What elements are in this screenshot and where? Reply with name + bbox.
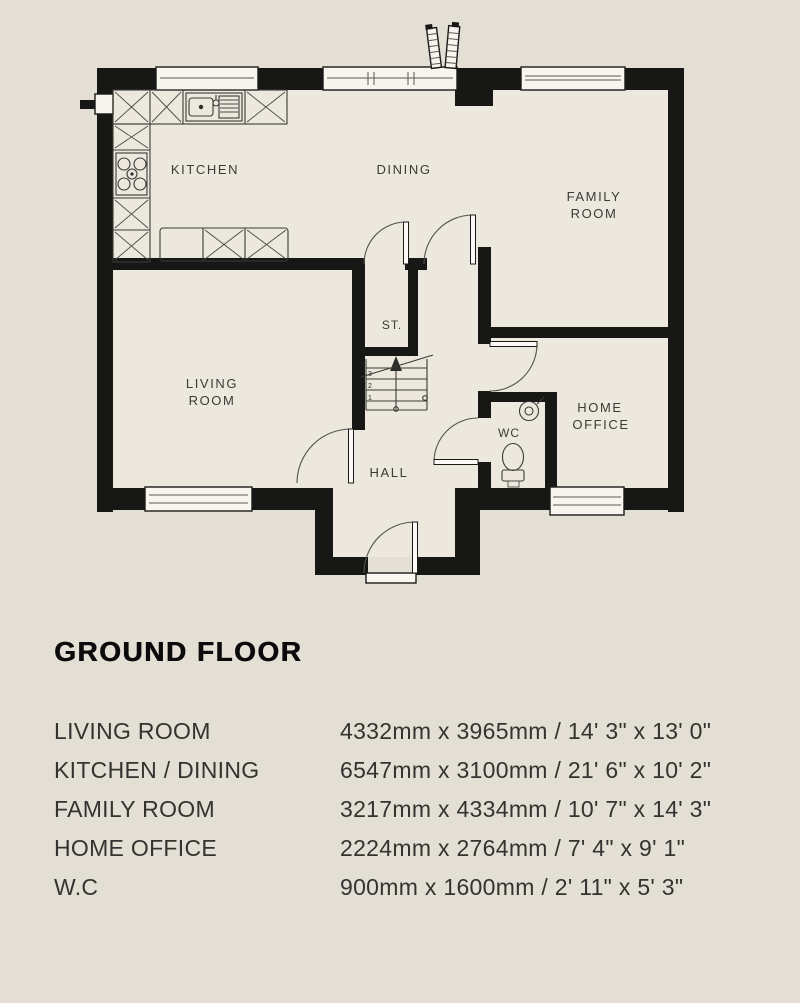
family-room-window: [521, 67, 625, 90]
family-room-label-line1: FAMILY: [566, 189, 622, 204]
page-title: GROUND FLOOR: [54, 636, 303, 667]
dimension-row-home-office: [54, 829, 764, 868]
family-room-label-line2: ROOM: [570, 206, 618, 221]
room-name: HOME OFFICE: [54, 835, 218, 861]
dimension-row-family-room: [54, 790, 764, 829]
wc-label: WC: [498, 426, 520, 440]
living-room-window: [145, 487, 252, 511]
dimension-row-wc: [54, 868, 764, 907]
room-size: 4332mm x 3965mm / 14' 3" x 13' 0": [340, 718, 712, 744]
living-room-label-line2: ROOM: [188, 393, 236, 408]
living-room-label-line1: LIVING: [185, 376, 239, 391]
stair-number-3: 3: [368, 371, 372, 378]
roof-vent-right: [445, 22, 460, 69]
room-name: LIVING ROOM: [54, 718, 211, 744]
hall-label: HALL: [369, 465, 409, 480]
room-size: 6547mm x 3100mm / 21' 6" x 10' 2": [340, 757, 712, 783]
dimensions-table: [54, 712, 764, 907]
home-office-label-line1: HOME: [577, 400, 623, 415]
home-office-window: [550, 487, 624, 515]
stair-number-1: 1: [368, 395, 372, 402]
dimension-row-kitchen-dining: [54, 751, 764, 790]
dining-label: DINING: [376, 162, 432, 177]
room-name: W.C: [54, 874, 99, 900]
roof-vent-left: [425, 24, 441, 69]
dimension-row-living-room: [54, 712, 764, 751]
room-name: KITCHEN / DINING: [54, 757, 260, 783]
room-size: 2224mm x 2764mm / 7' 4" x 9' 1": [340, 835, 686, 861]
room-size: 3217mm x 4334mm / 10' 7" x 14' 3": [340, 796, 712, 822]
storage-label: ST.: [381, 318, 403, 332]
kitchen-window: [156, 67, 258, 90]
stair-number-2: 2: [368, 383, 372, 390]
home-office-label-line2: OFFICE: [572, 417, 630, 432]
room-name: FAMILY ROOM: [54, 796, 215, 822]
kitchen-label: KITCHEN: [170, 162, 240, 177]
dining-window: [323, 67, 457, 90]
side-vent: [80, 94, 113, 114]
room-size: 900mm x 1600mm / 2' 11" x 5' 3": [340, 874, 684, 900]
